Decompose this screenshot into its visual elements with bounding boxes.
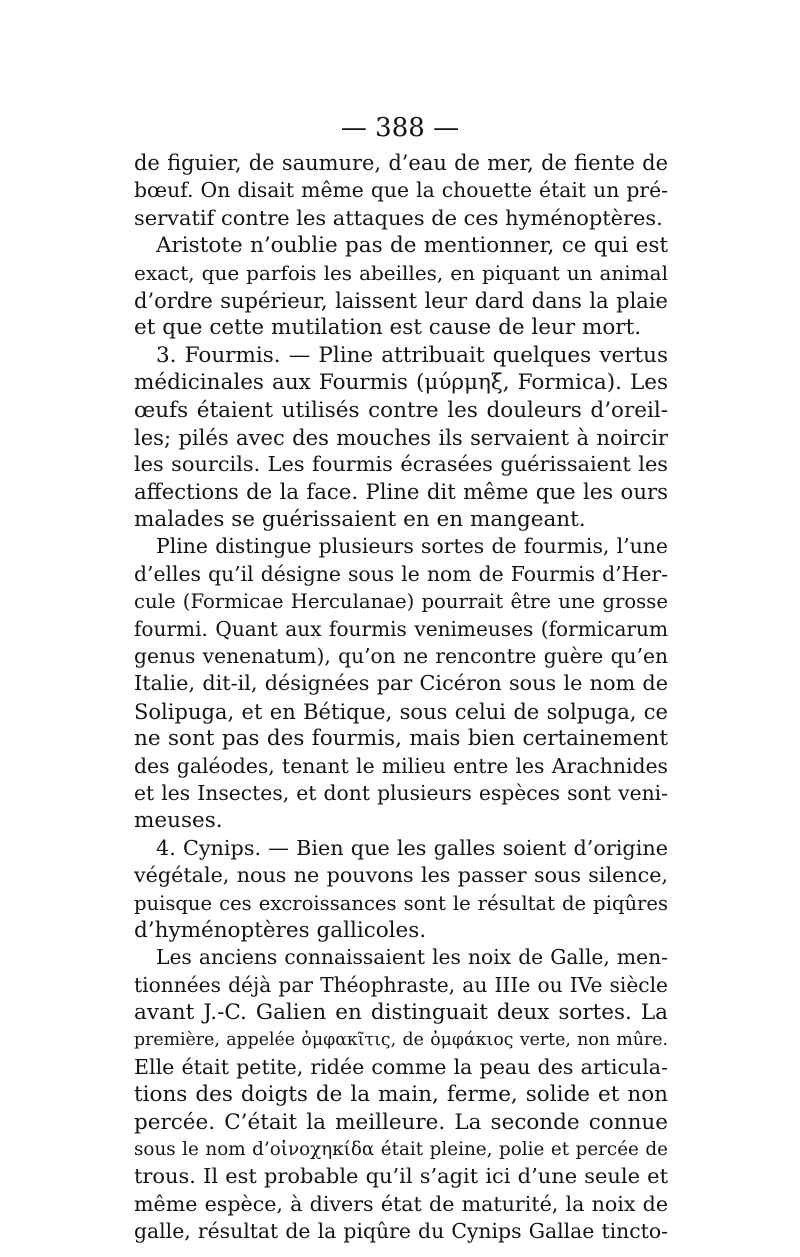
text-line: 4. Cynips. — Bien que les galles soient d’origine: [156, 835, 668, 860]
text-line: trous. Il est probable qu’il s’agit ici d’une seule et: [134, 1164, 668, 1189]
text-line: les; pilés avec des mouches ils servaient à noircir: [134, 424, 668, 450]
text-line: des galéodes, tenant le milieu entre les Arachnides: [134, 753, 668, 778]
text-line: œufs étaient utilisés contre les douleurs d’oreil-: [134, 397, 668, 423]
text-line: tionnées déjà par Théophraste, au IIIe ou IVe siècle: [134, 972, 668, 997]
text-line: servatif contre les attaques de ces hyménoptères.: [134, 205, 663, 230]
text-line: ne sont pas des fourmis, mais bien certainement: [134, 726, 668, 752]
text-line: 3. Fourmis. — Pline attribuait quelques vertus: [156, 342, 668, 368]
text-line: cule (Formicae Herculanae) pourrait être une grosse: [134, 590, 668, 614]
text-line: d’hyménoptères gallicoles.: [134, 917, 427, 943]
text-line: Solipuga, et en Bétique, sous celui de solpuga, ce: [134, 698, 668, 724]
text-line: meuses.: [134, 808, 223, 834]
text-line: végétale, nous ne pouvons les passer sous silence,: [134, 863, 668, 888]
text-line: malades se guérissaient en en mangeant.: [134, 507, 586, 533]
text-line: Elle était petite, ridée comme la peau des articula-: [134, 1054, 668, 1079]
text-line: genus venenatum), qu’on ne rencontre guère qu’en: [134, 644, 668, 669]
text-line: même espèce, à divers état de maturité, la noix de: [134, 1191, 668, 1216]
text-line: d’elles qu’il désigne sous le nom de Fourmis d’Her-: [134, 561, 668, 586]
body-text: [134, 150, 668, 1246]
text-line: et que cette mutilation est cause de leur mort.: [134, 315, 642, 341]
text-line: les sourcils. Les fourmis écrasées guérissaient les: [134, 452, 668, 477]
page-number: — 388 —: [340, 113, 460, 143]
text-line: sous le nom d’οἰνοχηκίδα était pleine, polie et percée de: [134, 1139, 668, 1161]
text-line: médicinales aux Fourmis (μύρμηξ, Formica). Les: [134, 370, 668, 396]
text-line: de figuier, de saumure, d’eau de mer, de fiente de: [134, 151, 668, 175]
text-line: galle, résultat de la piqûre du Cynips Gallae tincto-: [134, 1219, 668, 1244]
text-line: exact, que parfois les abeilles, en piquant un animal: [134, 260, 668, 285]
text-line: bœuf. On disait même que la chouette était un pré-: [134, 178, 668, 203]
text-line: percée. C’était la meilleure. La seconde connue: [134, 1109, 668, 1135]
text-line: d’ordre supérieur, laissent leur dard dans la plaie: [134, 287, 668, 313]
text-line: tions des doigts de la main, ferme, solide et non: [134, 1082, 668, 1108]
text-line: Les anciens connaissaient les noix de Galle, men-: [156, 945, 668, 970]
text-line: Pline distingue plusieurs sortes de fourmis, l’une: [156, 534, 668, 559]
text-line: Italie, dit-il, désignées par Cicéron sous le nom de: [134, 671, 668, 696]
text-line: puisque ces excroissances sont le résultat de piqûres: [134, 891, 668, 915]
text-line: et les Insectes, et dont plusieurs espèces sont veni-: [134, 780, 668, 805]
text-line: avant J.-C. Galien en distinguait deux sortes. La: [134, 1000, 668, 1026]
text-line: fourmi. Quant aux fourmis venimeuses (formicarum: [134, 616, 668, 641]
text-line: affections de la face. Pline dit même que les ours: [134, 479, 668, 505]
text-line: Aristote n’oublie pas de mentionner, ce qui est: [156, 233, 668, 259]
text-line: première, appelée ὀμφακῖτις, de ὀμφάκιος verte, non mûre.: [134, 1029, 668, 1050]
